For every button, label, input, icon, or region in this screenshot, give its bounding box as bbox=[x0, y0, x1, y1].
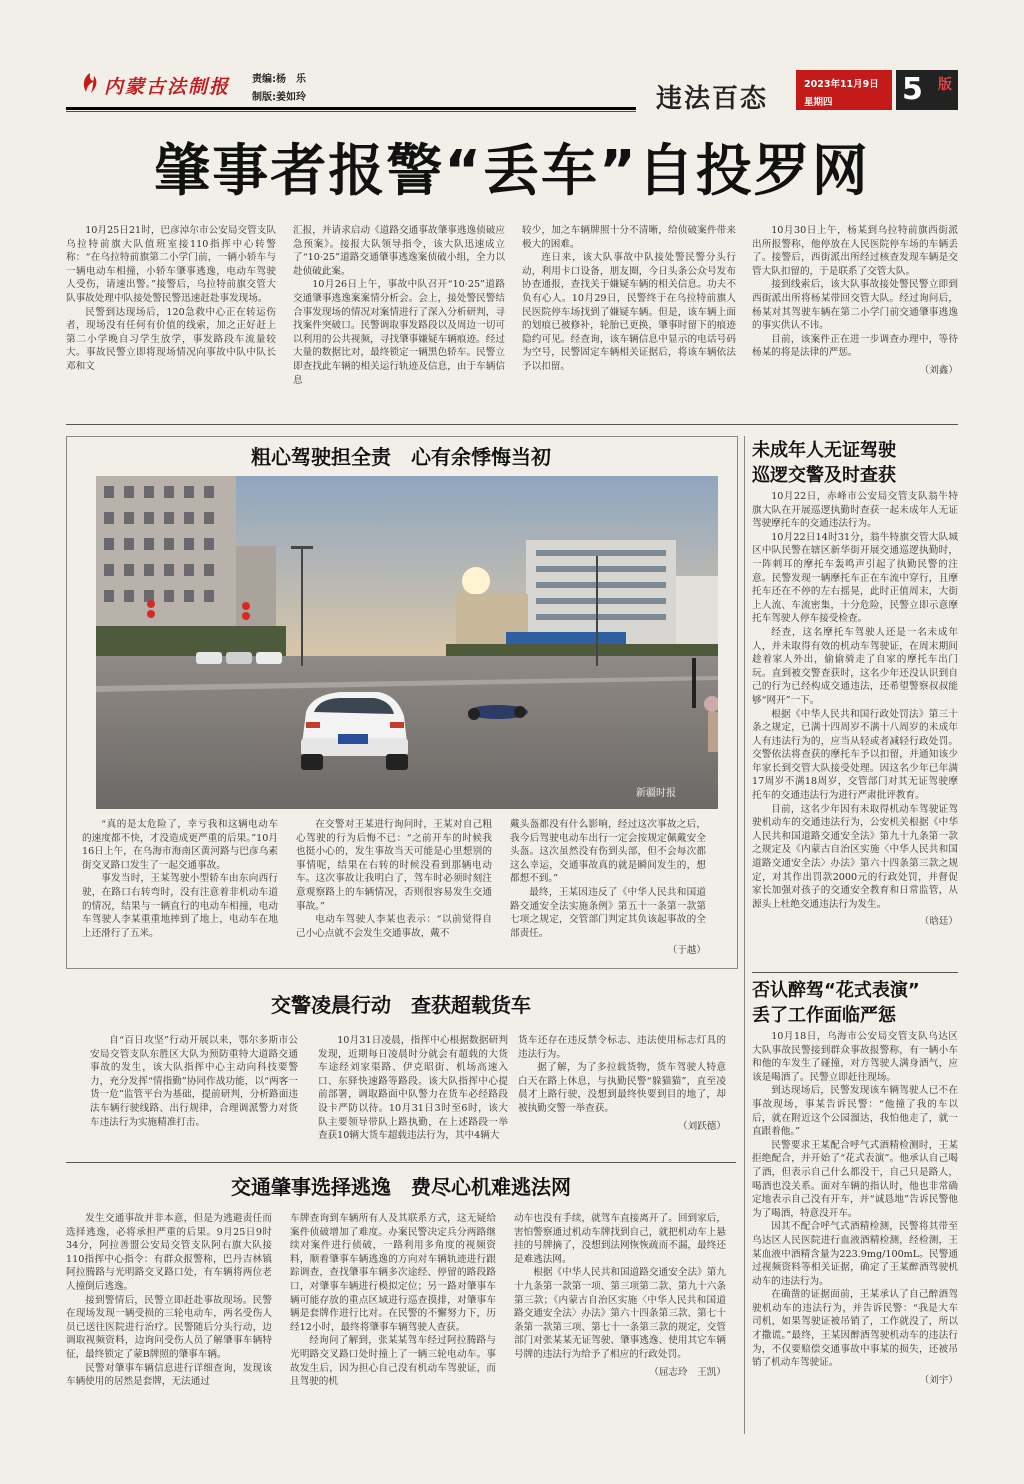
paragraph: 目前，这名少年因有未取得机动车驾驶证驾驶机动车的交通违法行为，公安机关根据《中华人民共和国道路交通安全法》第九十九条第一款之规定及《内蒙古自治区实施〈中华人民共和国道路交通安全法〉办法》第六十四条第三款之规定，对其作出罚款2000元的行政处罚，并督促家长加强对孩子的交通安全教育和日常监管，从源头上杜绝交通违法行为发生。 bbox=[752, 803, 958, 910]
editor-label: 责编: bbox=[252, 74, 276, 85]
maker-label: 制版: bbox=[252, 92, 276, 103]
editor-line bbox=[252, 70, 306, 85]
paragraph: 自“百日攻坚”行动开展以来，鄂尔多斯市公安局交管支队东胜区大队为预防重特大道路交通事故的发生，该大队指挥中心主动向科技要警力，充分发挥“情指勤”协同作战功能，以“两客一货一危”监管平台为基础，提前研判，分析路面违法车辆行驶线路、出行规律，合理调派警力对货车违法行为实施精准打击。 bbox=[90, 1035, 298, 1128]
lead-col-3 bbox=[522, 224, 736, 410]
paragraph: 较少，加之车辆牌照十分不清晰，给侦破案件带来极大的困难。 bbox=[522, 225, 736, 250]
paragraph: 据了解，为了多拉载货物，货车驾驶人特意白天在路上休息，与执勤民警“躲猫猫”，直至凌晨才上路行驶，没想到最终快要到目的地了，却被执勤交警一举查获。 bbox=[518, 1062, 726, 1114]
paragraph: 连日来，该大队事故中队接处警民警分头行动，利用卡口设备，朋友圈，今日头条公众号发布协查通报，查找关于嫌疑车辆的相关信息。功夫不负有心人。10月29日，民警终于在乌拉特前旗人民医院停车场找到了嫌疑车辆。但是，该车辆上面的划痕已被修补，轮胎已更换，肇事时留下的痕迹隐约可见。经查询，该车辆信息中显示的电话号码为空号，民警固定车辆相关证据后，将该车辆依法予以扣留。 bbox=[522, 252, 736, 372]
overload-col-3 bbox=[518, 1034, 726, 1158]
side1-headline: 未成年人无证驾驶 巡逻交警及时查获 bbox=[752, 440, 896, 486]
paragraph: 因其不配合呼气式酒精检测，民警将其带至乌达区人民医院进行血液酒精检测，经检测，王某血液中酒精含量为223.9mg/100mL。民警通过视频资料等相关证据，确定了王某醉酒驾驶机动车的违法行为。 bbox=[752, 1221, 958, 1287]
feature-col-3 bbox=[510, 818, 706, 963]
paragraph: 10月22日14时31分，翁牛特旗交管大队城区中队民警在辖区新华街开展交通巡逻执勤时，一阵刺耳的摩托车轰鸣声引起了执勤民警的注意。民警发现一辆摩托车正在车流中穿行，且摩托车还在不停的左右摇晃，此时正值周末，大街上人流、车流密集，十分危险，民警立即示意摩托车驾驶人停车接受检查。 bbox=[752, 531, 958, 625]
paragraph: 10月26日上午，事故中队召开“10·25”道路交通肇事逃逸案案情分析会。会上，接处警民警结合事发现场的情况对案情进行了深入分析研判，寻找案件突破口。民警调取事发路段以及周边一切可以利用的公共视频，寻找肇事嫌疑车辆痕迹。经过大量的数据比对，最终锁定一辆黑色轿车。民警立即查找此车辆的相关运行轨迹及信息，由于车辆信息 bbox=[293, 279, 505, 386]
lead-bottom-rule bbox=[66, 424, 958, 425]
issue-date: 2023年11月9日 bbox=[804, 79, 879, 90]
sidebar-divider bbox=[744, 436, 745, 1434]
escape-headline: 交通肇事选择逃逸 费尽心机难逃法网 bbox=[231, 1175, 571, 1199]
paragraph: 在交警对王某进行询问时，王某对自己粗心驾驶的行为后悔不已：“之前开车的时候我也挺小心的，发生事故当天可能是心里想别的事情呢，结果在右转的时候没看到那辆电动车。这次事故让我明白了，驾车时必须时刻注意观察路上的车辆情况，否则很容易发生交通事故。” bbox=[296, 819, 492, 912]
paragraph: 根据《中华人民共和国行政处罚法》第三十条之规定，已满十四周岁不满十八周岁的未成年人有违法行为的，应当从轻或者减轻行政处罚。交警依法将查获的摩托车予以扣留，并通知该少年家长到交管大队接受处理。因这名少年已年满17周岁不满18周岁，交管部门对其无证驾驶摩托车的交通违法行为进行严肃批评教育。 bbox=[752, 708, 958, 802]
feature-headline: 粗心驾驶担全责 心有余悸悔当初 bbox=[251, 445, 551, 469]
paragraph: 10月25日21时，巴彦淖尔市公安局交管支队乌拉特前旗大队值班室接110指挥中心转警称：“在乌拉特前旗第二小学门前，一辆小轿车与一辆电动车相撞，小轿车肇事逃逸，电动车驾驶人受伤，请速出警。”接警后，乌拉特前旗交管大队事故处理中队接处警民警迅速赶赴事发现场。 bbox=[66, 225, 276, 304]
page-number: 5 bbox=[902, 72, 923, 107]
paragraph: 民警对肇事车辆信息进行详细查询，发现该车辆使用的居然是套牌，无法通过 bbox=[66, 1362, 272, 1388]
paragraph: 10月31日凌晨，指挥中心根据数据研判发现，近期每日凌晨时分就会有超载的大货车途经刘家渠路、伊克昭街、机场高速入口、东驿快速路等路段。该大队指挥中心提前部署，调取路面中队警力在货车必经路段设卡严防以待。10月31日3时至6时，该大队主要领导带队上路执勤，在上述路段一举查获10辆大货车超载违法行为，其中4辆大 bbox=[318, 1035, 508, 1142]
paragraph: 接到警情后，民警立即赶赴事故现场。民警在现场发现一辆受损的三轮电动车，两名受伤人员已送往医院进行治疗。民警随后分头行动，边调取视频资料，边询问受伤人员了解肇事车辆特征，最终锁定了蒙B牌照的肇事车辆。 bbox=[66, 1294, 272, 1360]
paragraph: 10月22日，赤峰市公安局交管支队翁牛特旗大队在开展巡逻执勤时查获一起未成年人无证驾驶摩托车的交通违法行为。 bbox=[752, 491, 958, 530]
overload-headline: 交警凌晨行动 查获超载货车 bbox=[271, 993, 531, 1017]
lead-col-1 bbox=[66, 224, 276, 410]
paragraph: 经询问了解到，张某某驾车经过阿拉腾路与光明路交叉路口处时撞上了一辆三轮电动车。事故发生后，因为担心自己没有机动车驾驶证，而且驾驶的机 bbox=[290, 1335, 496, 1388]
logo-icon bbox=[80, 72, 100, 94]
feature-col-2 bbox=[296, 818, 492, 963]
escape-col-2 bbox=[290, 1212, 496, 1432]
lead-col-2 bbox=[293, 224, 505, 410]
lead-headline: 肇事者报警“丢车”自投罗网 bbox=[154, 139, 870, 204]
paragraph: 货车还存在违反禁令标志、违法使用标志灯具的违法行为。 bbox=[518, 1035, 726, 1060]
section-title: 违法百态 bbox=[656, 84, 769, 114]
side2-col bbox=[752, 1030, 958, 1434]
paragraph: 到达现场后，民警发现该车辆驾驶人已不在事故现场，事某告诉民警：“他撞了我的车以后，就在附近这个公园溜达，我怕他走了，就一直跟着他。” bbox=[752, 1085, 958, 1138]
date-box bbox=[796, 70, 892, 110]
side2-author: （刘宇） bbox=[919, 1374, 958, 1386]
overload-rule bbox=[66, 1162, 736, 1163]
overload-col-1 bbox=[90, 1034, 298, 1158]
overload-col-2 bbox=[318, 1034, 508, 1158]
escape-col-3 bbox=[514, 1212, 726, 1432]
paragraph: 汇报，并请求启动《道路交通事故肇事逃逸侦破应急预案》。接报大队领导指令，该大队迅速成立了“10·25”道路交通肇事逃逸案侦破小组，全力以赴侦破此案。 bbox=[293, 225, 505, 277]
paragraph: 目前，该案件正在进一步调查办理中，等待杨某的将是法律的严惩。 bbox=[752, 333, 958, 359]
side1-author: （晗廷） bbox=[919, 916, 958, 928]
sidebar-rule bbox=[752, 972, 958, 973]
escape-author: （屈志玲 王凯） bbox=[649, 1366, 726, 1378]
paragraph: 最终，王某因违反了《中华人民共和国道路交通安全法实施条例》第五十一条第一款第七项之规定，交管部门判定其负该起事故的全部责任。 bbox=[510, 886, 706, 939]
page-box bbox=[896, 70, 958, 110]
maker-line bbox=[252, 88, 306, 103]
paragraph: 10月18日，乌海市公安局交管支队乌达区大队事故民警接到群众事故报警称，有一辆小车和他的车发生了碰撞，对方驾驶人满身酒气，应该是喝酒了。民警立即赶往现场。 bbox=[752, 1031, 958, 1083]
paragraph: 10月30日上午，杨某到乌拉特前旗西街派出所报警称，他停放在人民医院停车场的车辆丢了。接警后，西街派出所经过核查发现车辆是交管大队扣留的，于是联系了交管大队。 bbox=[752, 225, 958, 277]
overload-author: （刘跃德） bbox=[678, 1120, 726, 1132]
feature-col-1 bbox=[82, 818, 278, 963]
page-label: 版 bbox=[938, 77, 952, 93]
masthead-rule bbox=[66, 107, 636, 110]
paragraph: 电动车驾驶人李某也表示：“以前觉得自己小心点就不会发生交通事故，戴不 bbox=[296, 914, 492, 939]
paragraph: 民警要求王某配合呼气式酒精检测时，王某拒绝配合，并开始了“花式表演”。他承认自己喝了酒，但表示自己什么都没干，自己只是路人，喝酒也没关系。面对车辆的指认时，他也非常确定地表示自己没有开车，并“诚恳地”告诉民警他为了喝酒，特意没开车。 bbox=[752, 1139, 958, 1219]
maker-name: 姜如玲 bbox=[276, 92, 306, 103]
masthead-rule-red bbox=[66, 111, 636, 112]
feature-author: （于越） bbox=[667, 945, 706, 957]
paragraph: 事发当时，王某驾驶小型轿车由东向西行驶，在路口右转弯时，没有注意着非机动车道的情况，结果与一辆直行的电动车相撞，电动车驾驶人李某重重地摔到了地上，电动车在地上还滑行了五米。 bbox=[82, 873, 278, 939]
accident-photo bbox=[96, 476, 718, 809]
paragraph: 接到线索后，该大队事故接处警民警立即到西街派出所将杨某带回交管大队。经过询问后，杨某对其驾驶车辆在第二小学门前交通肇事逃逸的事实供认不讳。 bbox=[752, 279, 958, 332]
paragraph: 根据《中华人民共和国道路交通安全法》第九十九条第一款第一项、第三项第二款、第九十六条第三款；《内蒙古自治区实施〈中华人民共和国道路交通安全法〉办法》第六十四条第三款、第七十条第一款第三项、第七十一条第三款的规定，交管部门对张某某无证驾驶、肇事逃逸、使用其它车辆号牌的违法行为给予了相应的行政处罚。 bbox=[514, 1267, 726, 1360]
side1-col bbox=[752, 490, 958, 966]
paragraph: 动车也没有手续，就驾车直接离开了。回到家后，害怕警察通过机动车牌找到自己，就把机动车上悬挂的号牌摘了，没想到法网恢恢疏而不漏，最终还是难逃法网。 bbox=[514, 1213, 726, 1265]
photo-watermark: 新疆时报 bbox=[636, 788, 676, 799]
paragraph: 经查，这名摩托车驾驶人还是一名未成年人，并未取得有效的机动车驾驶证，在周末期间趁着家人外出，偷偷骑走了自家的摩托车出门玩。直到被交警查获时，这名少年还没认识到自己的行为已经构成交通违法，还希望警察叔叔能够“网开”一下。 bbox=[752, 626, 958, 706]
lead-col-4 bbox=[752, 224, 958, 410]
paragraph: 在确凿的证据面前，王某承认了自己醉酒驾驶机动车的违法行为，并告诉民警：“我是大车司机，如果驾驶证被吊销了，工作就没了，所以才撒谎。”最终，王某因醉酒驾驶机动车的违法行为，不仅要赔偿交通事故中事某的损失，还被吊销了机动车驾驶证。 bbox=[752, 1289, 958, 1369]
escape-col-1 bbox=[66, 1212, 272, 1432]
paragraph: “真的是太危险了，幸亏我和这辆电动车的速度都不快，才没造成更严重的后果。”10月16日上午，在乌海市海南区黄河路与巴彦乌素街交叉路口发生了一起交通事故。 bbox=[82, 819, 278, 871]
paragraph: 民警到达现场后，120急救中心正在转运伤者，现场没有任何有价值的线索，加之正好赶上第二小学晚自习学生放学，事发路段车流量较大。事故民警立即将现场情况向事故中队中队长邓和文 bbox=[66, 306, 276, 372]
issue-weekday: 星期四 bbox=[804, 97, 833, 108]
newspaper-logo: 内蒙古法制报 bbox=[104, 76, 231, 98]
paragraph: 戴头盔都没有什么影响，经过这次事故之后，我今后驾驶电动车出行一定会按规定佩戴安全头盔。这次虽然没有伤到头部，但不会每次都这么幸运，交通事故真的就是瞬间发生的，想都想不到。” bbox=[510, 819, 706, 885]
lead-author: （刘鑫） bbox=[919, 364, 958, 376]
editor-name: 杨 乐 bbox=[276, 74, 306, 85]
paragraph: 车牌查询到车辆所有人及其联系方式，这无疑给案件侦破增加了难度。办案民警决定兵分两路继续对案件进行侦破，一路利用多角度的视频资料，顺着肇事车辆逃逸的方向对车辆轨迹进行跟踪调查，查找肇事车辆多次途经、停留的路段路口，对肇事车辆进行模拟定位；另一路对肇事车辆可能存放的重点区域进行巡查摸排，对肇事车辆是套牌作进行比对。在民警的不懈努力下，历经12小时，最终将肇事车辆驾驶人查获。 bbox=[290, 1213, 496, 1333]
side2-headline: 否认醉驾“花式表演” 丢了工作面临严惩 bbox=[752, 980, 920, 1026]
paragraph: 发生交通事故并非本意，但是为逃避责任而选择逃逸，必将承担严重的后果。9月25日9时34分，阿拉善盟公安局交管支队阿右旗大队接110指挥中心指令：有群众报警称，巴丹吉林镇阿拉腾路与光明路交叉路口处，有车辆将两位老人撞倒后逃逸。 bbox=[66, 1213, 272, 1292]
